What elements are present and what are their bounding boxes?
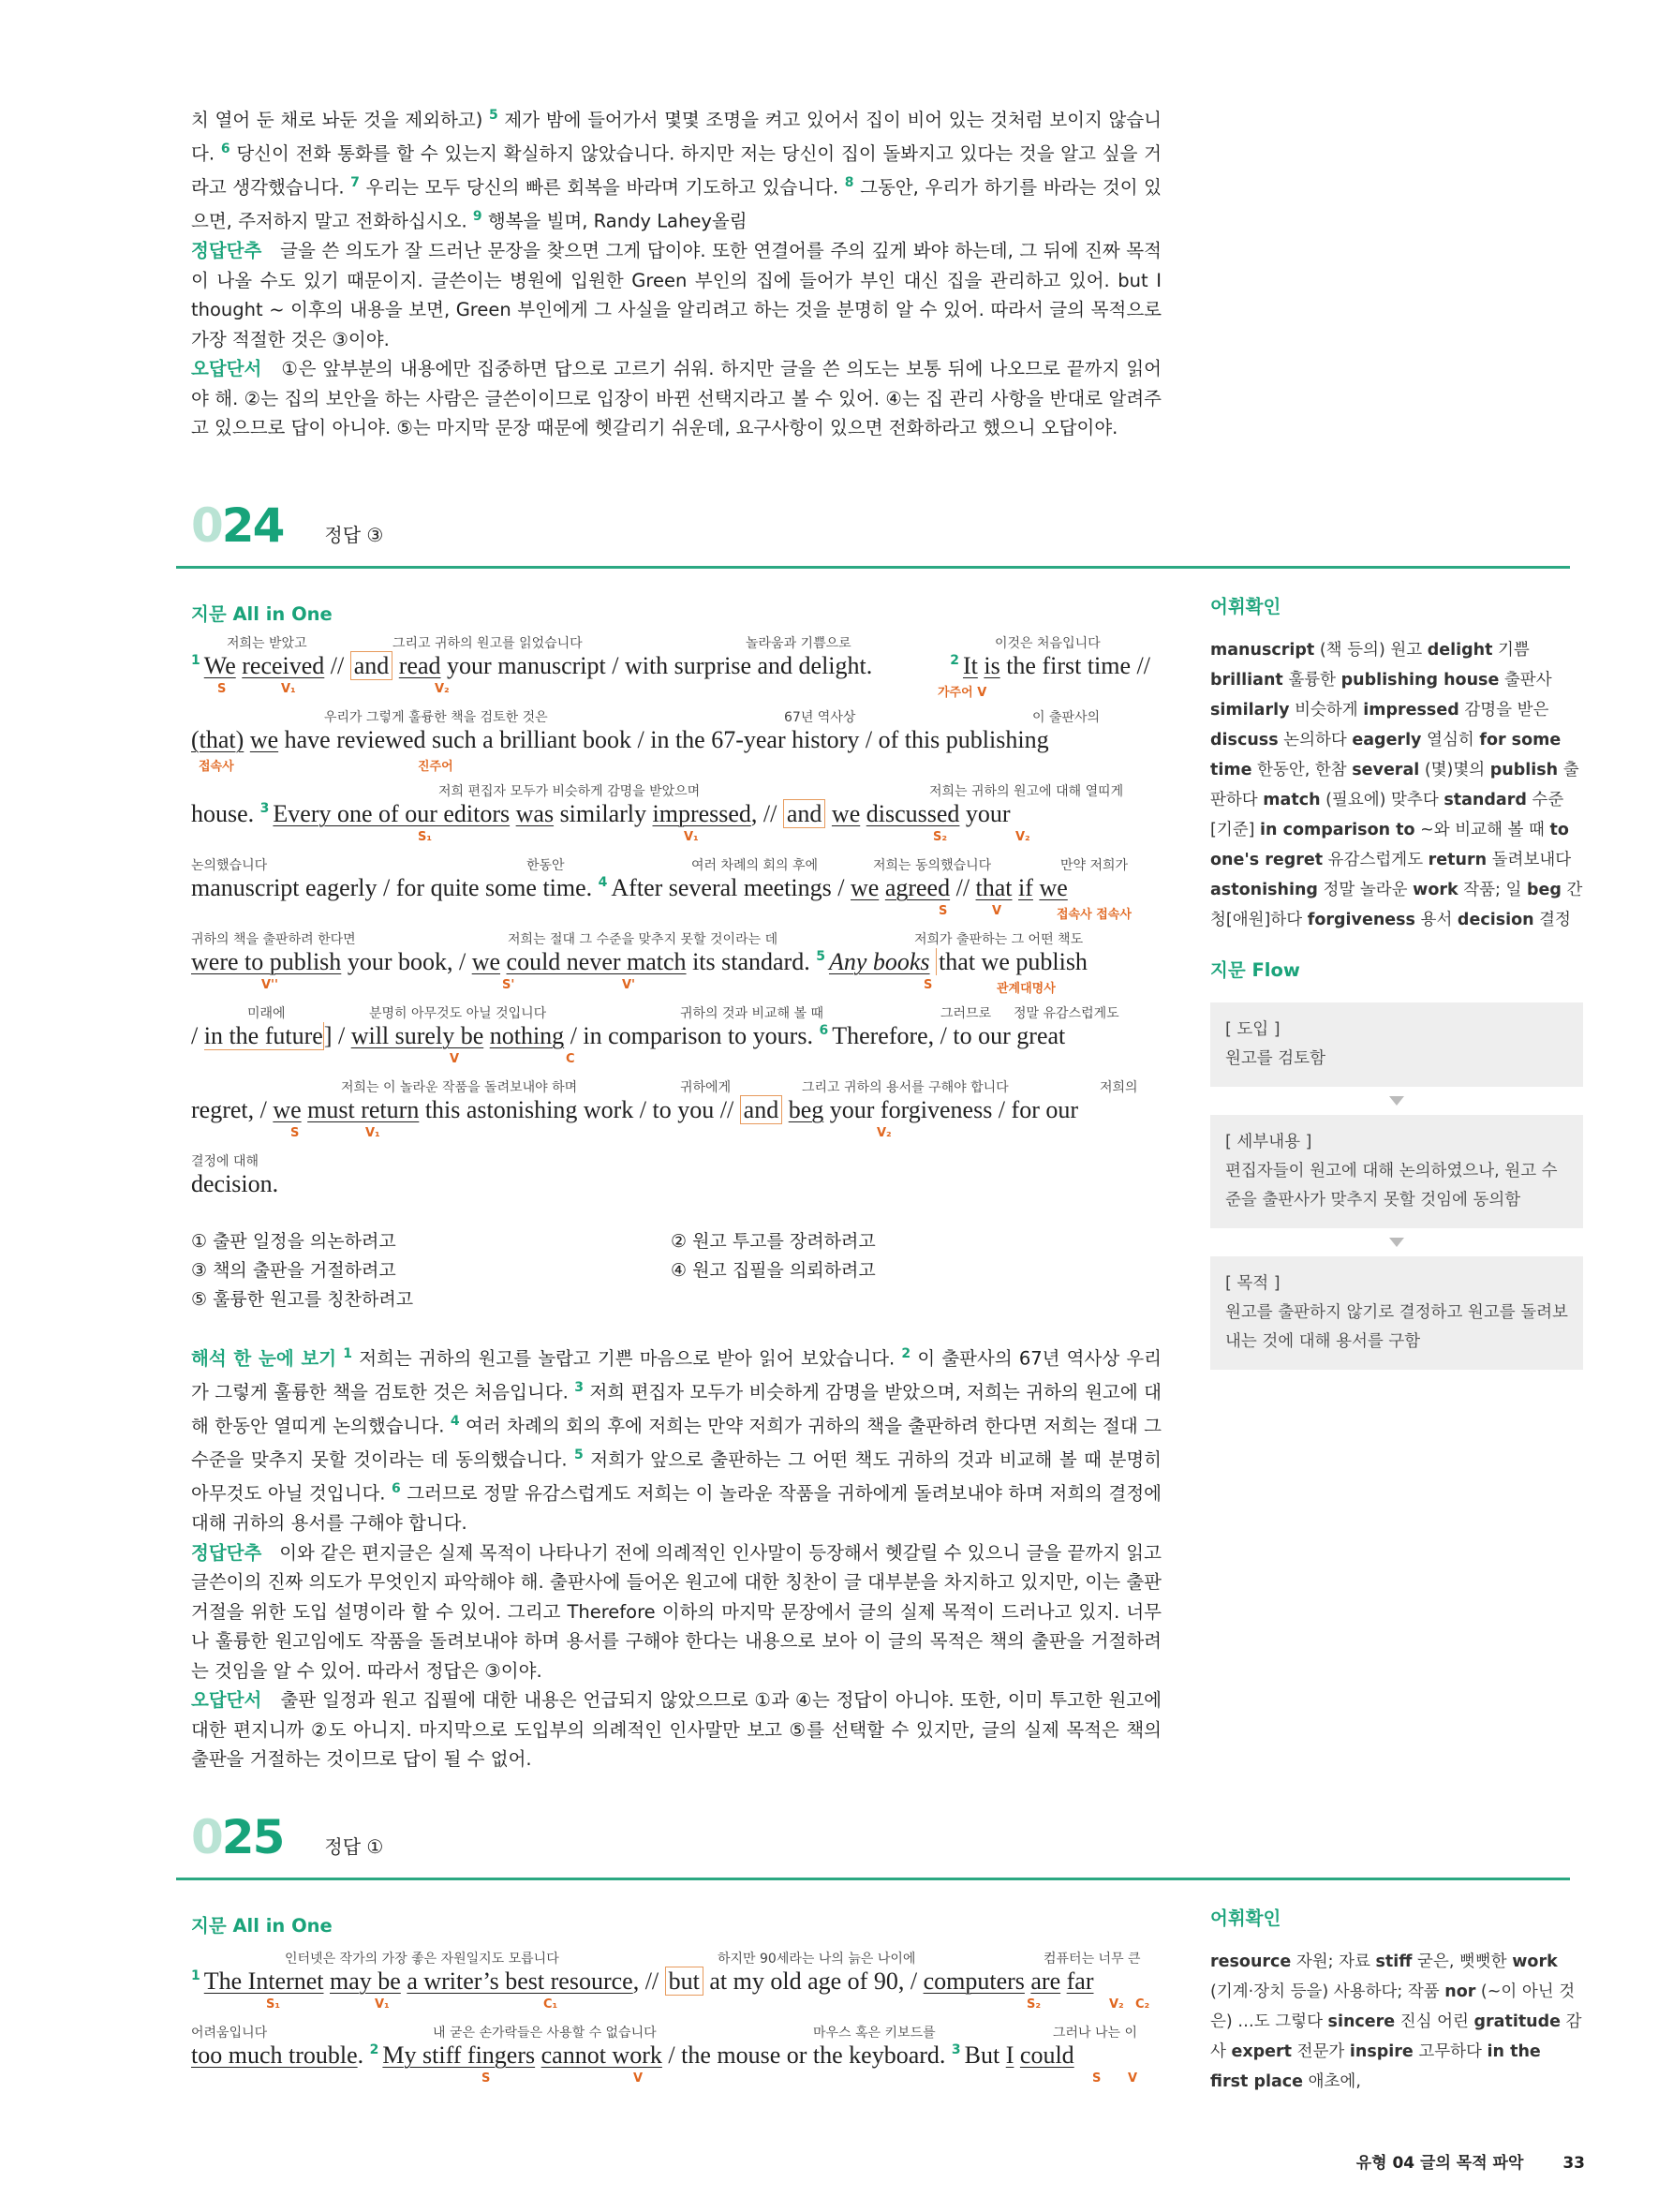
sidebar-025 bbox=[1210, 1904, 1583, 2097]
gloss: 저희는 받았고 bbox=[227, 636, 307, 651]
vocab-term: nor bbox=[1444, 1982, 1476, 2001]
gloss: 저희의 bbox=[1100, 1080, 1138, 1095]
text-run: 감사 bbox=[1210, 2012, 1582, 2061]
text-run: ~와 비교해 볼 때 bbox=[1414, 821, 1550, 839]
gloss: 저희는 귀하의 원고에 대해 열띠게 bbox=[929, 784, 1124, 799]
gloss: 미래에 bbox=[247, 1006, 286, 1021]
text-run: 굳은, 뻣뻣한 bbox=[1412, 1952, 1513, 1971]
text-run: 당신이 전화 통화를 할 수 있는지 확실하지 않았습니다. 하지만 저는 당신이 집이 돌봐지고 있다는 것을 알고 싶을 거라고 생각했습니다. bbox=[191, 142, 1162, 199]
vocab-term: several bbox=[1352, 761, 1420, 779]
sentence-number: 6 bbox=[220, 141, 230, 156]
vocab-term: manuscript bbox=[1210, 641, 1315, 660]
question-answer: 정답 ① bbox=[324, 1835, 384, 1858]
section-rule bbox=[176, 1878, 1570, 1880]
sidebar-024 bbox=[1210, 592, 1583, 1370]
interpretation bbox=[191, 1340, 1162, 1538]
grammar-label: V₂ bbox=[1015, 830, 1030, 844]
vocab-term: for some time bbox=[1210, 731, 1562, 779]
gloss: 이 출판사의 bbox=[1032, 710, 1101, 725]
text-run: 결정 bbox=[1533, 911, 1571, 929]
sentence-number: 8 bbox=[844, 175, 854, 190]
sentence-text: regret, / we must return this astonishing work / to you // and beg your forgiveness / for our bbox=[191, 1096, 1079, 1123]
text-run: 열심히 bbox=[1421, 731, 1480, 750]
vocab-term: publishing house bbox=[1340, 671, 1500, 690]
text-run: (필요에) 맞추다 bbox=[1320, 791, 1444, 809]
english-line bbox=[191, 1077, 1150, 1151]
top-answer-key bbox=[191, 236, 1162, 354]
wrong-answer-label: 오답단서 bbox=[191, 358, 262, 379]
answer-key-label: 정답단추 bbox=[191, 240, 262, 261]
grammar-label: 접속사 bbox=[199, 760, 234, 774]
wrong-answer-024 bbox=[191, 1685, 1162, 1774]
all-in-one-title: 지문 All in One bbox=[191, 1915, 333, 1937]
choice-3[interactable]: ③ 책의 출판을 거절하려고 bbox=[191, 1260, 396, 1281]
grammar-label: V₁ bbox=[684, 830, 699, 844]
vocab-term: in the first place bbox=[1210, 2042, 1541, 2091]
sentence-text: decision. bbox=[191, 1170, 279, 1197]
text-run: 한동안, 한참 bbox=[1251, 761, 1353, 779]
grammar-label: S₂ bbox=[1027, 1997, 1042, 2012]
sentence-number: 3 bbox=[574, 1380, 585, 1395]
grammar-label: C₁ bbox=[543, 1997, 558, 2012]
gloss: 그러므로 bbox=[940, 1006, 992, 1021]
gloss: 그리고 귀하의 원고를 읽었습니다 bbox=[392, 636, 583, 651]
gloss: 67년 역사상 bbox=[784, 710, 856, 725]
text-run: (~이 아닌 것은) …도 그렇다 bbox=[1210, 1982, 1576, 2031]
text-run: 감명을 받은 bbox=[1458, 701, 1549, 720]
arrow-down-icon bbox=[1389, 1096, 1404, 1106]
text-run: 자원; 자료 bbox=[1291, 1952, 1376, 1971]
text-run: 진심 어린 bbox=[1395, 2012, 1474, 2031]
grammar-label: S₂ bbox=[933, 830, 948, 844]
flow-box-purpose: [ 목적 ] 원고를 출판하지 않기로 결정하고 원고를 돌려보내는 것에 대해 용서를 구함 bbox=[1210, 1256, 1583, 1370]
grammar-label: V' bbox=[622, 978, 636, 992]
grammar-label: S bbox=[1092, 2071, 1102, 2086]
sentence-number: 5 bbox=[488, 108, 498, 123]
text-run: 고무하다 bbox=[1413, 2042, 1488, 2061]
question-025-header bbox=[191, 1810, 383, 1864]
text-run: 작품; 일 bbox=[1458, 881, 1527, 899]
text-run: 비슷하게 bbox=[1289, 701, 1364, 720]
flow-list bbox=[1210, 1002, 1583, 1370]
gloss: 우리가 그렇게 훌륭한 책을 검토한 것은 bbox=[324, 710, 548, 725]
wrong-answer-label: 오답단서 bbox=[191, 1689, 262, 1711]
sentence-text: $^1$ The Internet may be a writer’s best resource, // but at my old age of 90, / computers are far bbox=[191, 1967, 1094, 1995]
gloss: 그리고 귀하의 용서를 구해야 합니다 bbox=[802, 1080, 1009, 1095]
page-footer bbox=[1304, 2149, 1585, 2173]
sentence-number: 2 bbox=[901, 1346, 911, 1361]
vocab-term: in comparison to bbox=[1260, 821, 1415, 839]
passage-025 bbox=[191, 1949, 1150, 2108]
english-line bbox=[191, 781, 1150, 854]
footer-section: 유형 04 글의 목적 파악 bbox=[1355, 2154, 1524, 2173]
choice-4[interactable]: ④ 원고 집필을 의뢰하려고 bbox=[671, 1260, 876, 1281]
english-line bbox=[191, 929, 1150, 1002]
vocab-term: decision bbox=[1457, 911, 1534, 929]
vocab-term: publish bbox=[1489, 761, 1559, 779]
gloss: 귀하에게 bbox=[680, 1080, 732, 1095]
vocab-term: astonishing bbox=[1210, 881, 1318, 899]
choices-024 bbox=[191, 1227, 1150, 1314]
text-run: 저희는 귀하의 원고를 놀랍고 기쁜 마음으로 받아 읽어 보았습니다. bbox=[352, 1347, 902, 1370]
text-run: 돌려보내다 bbox=[1487, 851, 1572, 869]
vocab-term: stiff bbox=[1375, 1952, 1413, 1971]
grammar-label: V'' bbox=[261, 978, 279, 992]
grammar-label: S₁ bbox=[266, 1997, 281, 2012]
text-run: (몇)몇의 bbox=[1419, 761, 1490, 779]
vocab-term: expert bbox=[1231, 2042, 1293, 2061]
grammar-label: V₁ bbox=[281, 682, 296, 696]
gloss: 귀하의 책을 출판하려 한다면 bbox=[191, 932, 356, 947]
text-run: 그러므로 정말 유감스럽게도 저희는 이 놀라운 작품을 귀하에게 돌려보내야 하며 저희의 결정에 대해 귀하의 용서를 구해야 합니다. bbox=[191, 1482, 1162, 1534]
vocab-term: forgiveness bbox=[1307, 911, 1415, 929]
grammar-label: V bbox=[1128, 2071, 1138, 2086]
passage-024 bbox=[191, 633, 1150, 1233]
gloss: 논의했습니다 bbox=[191, 858, 268, 873]
grammar-label: S bbox=[924, 978, 933, 992]
section-label: 해석 한 눈에 보기 bbox=[191, 1347, 337, 1370]
answer-key-024 bbox=[191, 1538, 1162, 1686]
vocab-list bbox=[1210, 635, 1583, 935]
gloss: 하지만 90세라는 나의 늙은 나이에 bbox=[718, 1952, 916, 1967]
sentence-number: 4 bbox=[450, 1414, 460, 1429]
vocab-term: match bbox=[1263, 791, 1321, 809]
wrong-answer-text: 출판 일정과 원고 집필에 대한 내용은 언급되지 않았으므로 ①과 ④는 정답이 아니야. 또한, 이미 투고한 원고에 대한 편지니까 ②도 아니지. 마지막으로 도입부의 의례적인 인사말만 보고 ⑤를 선택할 수 있지만, 글의 실제 목적은 책의 출판을 거절하는 것이므로 답이 될 수 없어. bbox=[191, 1689, 1162, 1770]
english-line bbox=[191, 1949, 1150, 2022]
text-run: 기쁨 bbox=[1492, 641, 1530, 660]
gloss: 결정에 대해 bbox=[191, 1154, 259, 1169]
english-line bbox=[191, 1003, 1150, 1076]
gloss: 정말 유감스럽게도 bbox=[1014, 1006, 1119, 1021]
top-wrong-answer bbox=[191, 354, 1162, 443]
gloss: 내 굳은 손가락들은 사용할 수 없습니다 bbox=[433, 2026, 657, 2041]
vocab-term: sincere bbox=[1327, 2012, 1396, 2031]
vocab-term: brilliant bbox=[1210, 671, 1283, 690]
explanation-024 bbox=[191, 1340, 1162, 1774]
grammar-label: S₁ bbox=[418, 830, 433, 844]
gloss: 저희는 동의했습니다 bbox=[873, 858, 992, 873]
answer-key-label: 정답단추 bbox=[191, 1541, 262, 1564]
grammar-label: 접속사 접속사 bbox=[1057, 908, 1132, 922]
vocab-term: delight bbox=[1427, 641, 1493, 660]
vocab-term: similarly bbox=[1210, 701, 1290, 720]
answer-key-text: 글을 쓴 의도가 잘 드러난 문장을 찾으면 그게 답이야. 또한 연결어를 주의 깊게 봐야 하는데, 그 뒤에 진짜 목적이 나올 수도 있기 때문이지. 글쓴이는 병원에 입원한 Green 부인의 집에 들어가 부인 대신 집을 관리하고 있어. but I thought ~ 이후의 내용을 보면, Green 부인에게 그 사실을 알리려고 하는 것을 분명히 알 수 있어. 따라서 글의 목적으로 가장 적절한 것은 ③이야. bbox=[191, 240, 1162, 350]
grammar-label: 가주어 V bbox=[938, 686, 987, 700]
english-line bbox=[191, 633, 1150, 706]
vocab-term: discuss bbox=[1210, 731, 1279, 750]
sentence-text: house. $^3$ Every one of our editors was similarly impressed, // and we discussed your bbox=[191, 800, 1011, 827]
all-in-one-title: 지문 All in One bbox=[191, 603, 333, 625]
text-run: 정말 놀라운 bbox=[1317, 881, 1414, 899]
vocab-term: work bbox=[1512, 1952, 1558, 1971]
text-run: 용서 bbox=[1414, 911, 1458, 929]
grammar-label: 관계대명사 bbox=[997, 982, 1056, 996]
gloss: 분명히 아무것도 아닐 것입니다 bbox=[369, 1006, 547, 1021]
gloss: 컴퓨터는 너무 큰 bbox=[1044, 1952, 1141, 1967]
question-answer: 정답 ③ bbox=[324, 524, 384, 546]
flow-box-intro: [ 도입 ] 원고를 검토함 bbox=[1210, 1002, 1583, 1087]
sentence-text: (that) we have reviewed such a brilliant book / in the 67-year history / of this publishing bbox=[191, 726, 1049, 753]
grammar-label: 진주어 bbox=[418, 760, 453, 774]
sentence-number: 9 bbox=[472, 209, 482, 224]
vocab-term: return bbox=[1428, 851, 1488, 869]
grammar-label: S' bbox=[502, 978, 515, 992]
text-run: 행복을 빌며, Randy Lahey올림 bbox=[481, 210, 748, 232]
text-run: 논의하다 bbox=[1278, 731, 1353, 750]
gloss: 만약 저희가 bbox=[1060, 858, 1129, 873]
sentence-text: too much trouble. $^2$ My stiff fingers cannot work / the mouse or the keyboard. $^3$ But I could bbox=[191, 2041, 1074, 2069]
gloss: 인터넷은 작가의 가장 좋은 자원일지도 모릅니다 bbox=[285, 1952, 559, 1967]
text-run: 간청[애원]하다 bbox=[1210, 881, 1583, 929]
gloss: 저희는 절대 그 수준을 맞추지 못할 것이라는 데 bbox=[508, 932, 778, 947]
text-run: (기계·장치 등을) 사용하다; 작품 bbox=[1210, 1982, 1445, 2001]
vocab-term: inspire bbox=[1349, 2042, 1414, 2061]
gloss: 놀라움과 기쁨으로 bbox=[746, 636, 851, 651]
vocab-term: work bbox=[1413, 881, 1458, 899]
text-run: 제가 밤에 들어가서 몇몇 조명을 켜고 있어서 집이 비어 있는 것처럼 보이지 않습니다. bbox=[191, 109, 1162, 165]
section-rule bbox=[176, 566, 1570, 569]
question-number: 024 bbox=[191, 498, 284, 553]
grammar-label: C bbox=[566, 1052, 575, 1066]
sentence-text: $^1$ We received // and read your manuscript / with surprise and delight. $^2$ It is the first time // bbox=[191, 652, 1150, 679]
gloss: 마우스 혹은 키보드를 bbox=[813, 2026, 936, 2041]
flow-title: 지문 Flow bbox=[1210, 959, 1300, 981]
text-run: 그동안, 우리가 하기를 바라는 것이 있으면, 주저하지 말고 전화하십시오. bbox=[191, 176, 1162, 232]
grammar-label: V bbox=[992, 904, 1002, 918]
gloss: 이것은 처음입니다 bbox=[995, 636, 1101, 651]
grammar-label: C₂ bbox=[1135, 1997, 1150, 2012]
text-run: 수준[기준] bbox=[1210, 791, 1564, 839]
choice-1[interactable]: ① 출판 일정을 의논하려고 bbox=[191, 1231, 396, 1252]
vocab-term: gratitude bbox=[1473, 2012, 1562, 2031]
gloss: 저희 편집자 모두가 비슷하게 감명을 받았으며 bbox=[438, 784, 701, 799]
text-run: 전문가 bbox=[1292, 2042, 1350, 2061]
text-run: (책 등의) 원고 bbox=[1314, 641, 1428, 660]
sentence-text: / in the future] / will surely be nothing / in comparison to yours. $^6$ Therefore, / to our great bbox=[191, 1022, 1066, 1049]
english-line bbox=[191, 855, 1150, 928]
text-run: 저희가 앞으로 출판하는 그 어떤 책도 귀하의 것과 비교해 볼 때 분명히 아무것도 아닐 것입니다. bbox=[191, 1448, 1162, 1505]
wrong-answer-text: ①은 앞부분의 내용에만 집중하면 답으로 고르기 쉬워. 하지만 글을 쓴 의도는 보통 뒤에 나오므로 끝까지 읽어야 해. ②는 집의 보안을 하는 사람은 글쓴이이므로 입장이 바뀐 선택지라고 볼 수 있어. ④는 집 관리 사항을 반대로 알려주고 있으므로 답이 아니야. ⑤는 마지막 문장 때문에 헷갈리기 쉬운데, 요구사항이 있으면 전화하라고 했으니 오답이야. bbox=[191, 358, 1162, 438]
gloss: 귀하의 것과 비교해 볼 때 bbox=[680, 1006, 824, 1021]
choice-5[interactable]: ⑤ 훌륭한 원고를 칭찬하려고 bbox=[191, 1289, 414, 1310]
vocab-term: to one's regret bbox=[1210, 821, 1569, 869]
gloss: 한동안 bbox=[526, 858, 565, 873]
grammar-label: V₁ bbox=[375, 1997, 390, 2012]
arrow-down-icon bbox=[1389, 1238, 1404, 1247]
top-translation bbox=[191, 101, 1162, 236]
page-number: 33 bbox=[1562, 2154, 1585, 2173]
grammar-label: S bbox=[481, 2071, 491, 2086]
grammar-label: V₂ bbox=[435, 682, 450, 696]
sentence-text: manuscript eagerly / for quite some time. $^4$ After several meetings / we agreed // that if we bbox=[191, 874, 1068, 901]
text-run: 우리는 모두 당신의 빠른 회복을 바라며 기도하고 있습니다. bbox=[359, 176, 845, 199]
sentence-number: 7 bbox=[350, 175, 360, 190]
text-run: 저희 편집자 모두가 비슷하게 감명을 받았으며, 저희는 귀하의 원고에 대해 한동안 열띠게 논의했습니다. bbox=[191, 1381, 1162, 1437]
vocab-term: impressed bbox=[1363, 701, 1459, 720]
sentence-number: 5 bbox=[574, 1447, 584, 1462]
vocab-term: eagerly bbox=[1352, 731, 1422, 750]
gloss: 그러나 나는 이 bbox=[1053, 2026, 1138, 2041]
grammar-label: V bbox=[633, 2071, 644, 2086]
grammar-label: S bbox=[217, 682, 227, 696]
question-number: 025 bbox=[191, 1810, 284, 1864]
answer-key-text: 이와 같은 편지글은 실제 목적이 나타나기 전에 의례적인 인사말이 등장해서 헷갈릴 수 있으니 글을 끝까지 읽고 글쓴이의 진짜 의도가 무엇인지 파악해야 해. 출판사에 들어온 원고에 대한 칭찬이 글 대부분을 차지하고 있지만, 이는 출판 거절을 위한 도입 설명이라 할 수 있어. 그리고 Therefore 이하의 마지막 문장에서 글의 실제 목적이 드러나고 있지. 너무나 훌륭한 원고임에도 작품을 돌려보내야 하며 용서를 구해야 한다는 내용으로 보아 이 글의 목적은 책의 출판을 거절하려는 것임을 알 수 있어. 따라서 정답은 ③이야. bbox=[191, 1541, 1162, 1682]
vocab-term: standard bbox=[1444, 791, 1527, 809]
text-run: 치 열어 둔 채로 놔둔 것을 제외하고) bbox=[191, 109, 489, 131]
english-line bbox=[191, 707, 1150, 780]
english-line bbox=[191, 2023, 1150, 2096]
text-run: 여러 차례의 회의 후에 저희는 만약 저희가 귀하의 책을 출판하려 한다면 저희는 절대 그 수준을 맞추지 못할 것이라는 데 동의했습니다. bbox=[191, 1415, 1162, 1471]
text-run: 이 출판사의 67년 역사상 우리가 그렇게 훌륭한 책을 검토한 것은 처음입니다. bbox=[191, 1347, 1162, 1403]
gloss: 어려움입니다 bbox=[191, 2026, 268, 2041]
grammar-label: S bbox=[290, 1126, 300, 1140]
gloss: 저희가 출판하는 그 어떤 책도 bbox=[914, 932, 1084, 947]
sentence-text: were to publish your book, / we could never match its standard. $^5$ Any books that we publish bbox=[191, 948, 1088, 975]
grammar-label: V₂ bbox=[877, 1126, 892, 1140]
top-continuation bbox=[191, 101, 1162, 443]
grammar-label: V₂ bbox=[1109, 1997, 1124, 2012]
english-line bbox=[191, 1151, 1150, 1225]
grammar-label: V bbox=[450, 1052, 460, 1066]
gloss: 여러 차례의 회의 후에 bbox=[691, 858, 819, 873]
vocab-term: beg bbox=[1526, 881, 1562, 899]
vocab-list bbox=[1210, 1947, 1583, 2097]
vocab-title: 어휘확인 bbox=[1210, 596, 1281, 617]
sentence-number: 1 bbox=[343, 1346, 353, 1361]
text-run: 유감스럽게도 bbox=[1323, 851, 1429, 869]
text-run: 애초에, bbox=[1303, 2072, 1361, 2091]
text-run: 훌륭한 bbox=[1282, 671, 1341, 690]
grammar-label: S bbox=[939, 904, 948, 918]
vocab-title: 어휘확인 bbox=[1210, 1908, 1281, 1929]
text-run: 출판하다 bbox=[1210, 761, 1579, 809]
question-024-header bbox=[191, 498, 383, 553]
grammar-label: V₁ bbox=[365, 1126, 380, 1140]
vocab-term: resource bbox=[1210, 1952, 1292, 1971]
gloss: 저희는 이 놀라운 작품을 돌려보내야 하며 bbox=[341, 1080, 578, 1095]
choice-2[interactable]: ② 원고 투고를 장려하려고 bbox=[671, 1231, 876, 1252]
text-run: 출판사 bbox=[1499, 671, 1552, 690]
flow-box-detail: [ 세부내용 ] 편집자들이 원고에 대해 논의하였으나, 원고 수준을 출판사가 맞추지 못할 것임에 동의함 bbox=[1210, 1115, 1583, 1228]
sentence-number: 6 bbox=[391, 1481, 401, 1496]
